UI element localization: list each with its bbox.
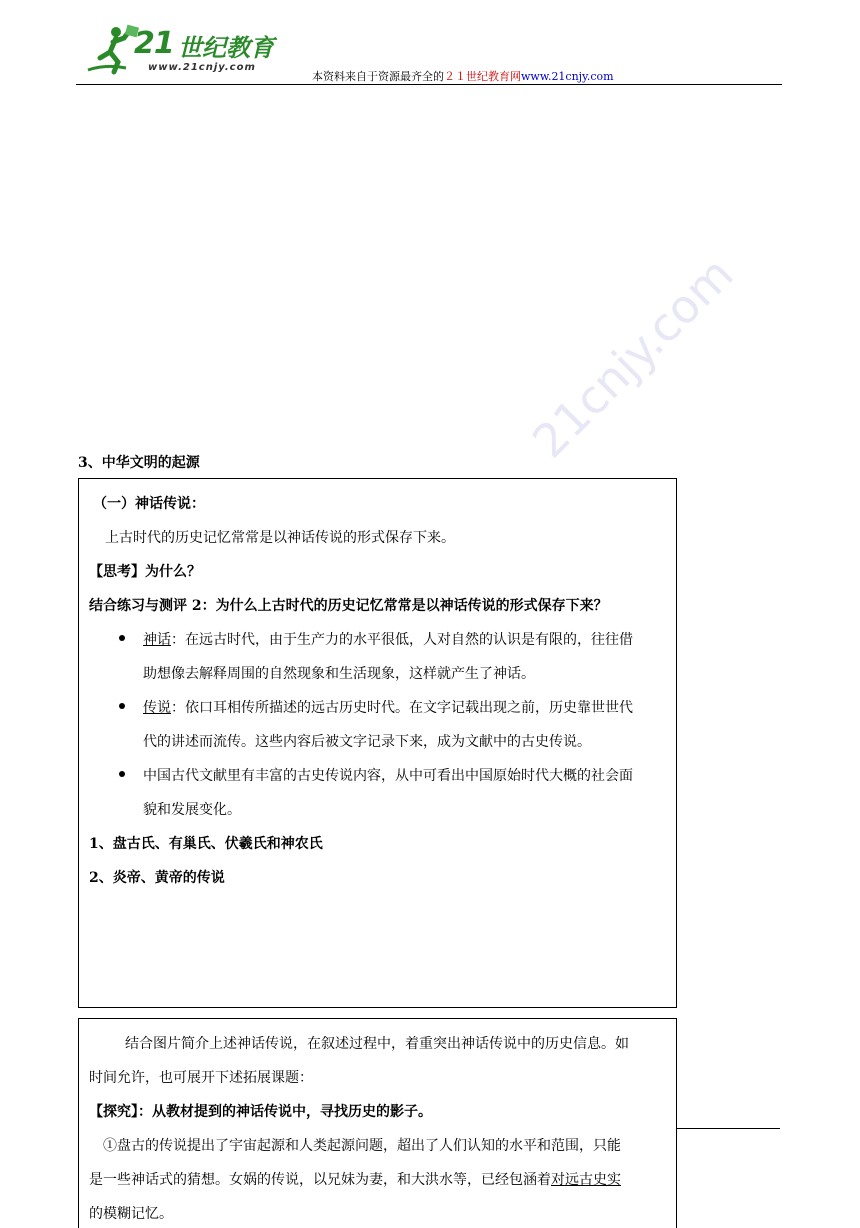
bullet-literature-line2: 貌和发展变化。 <box>143 802 241 818</box>
bullet-literature-line1: 中国古代文献里有丰富的古史传说内容，从中可看出中国原始时代大概的社会面 <box>143 768 633 784</box>
bullet-icon <box>119 771 125 777</box>
bullet-legend-line2: 代的讲述而流传。这些内容后被文字记录下来，成为文献中的古史传说。 <box>143 734 591 750</box>
section-title: 3、中华文明的起源 <box>78 455 200 471</box>
bullet-icon <box>119 703 125 709</box>
site-logo[interactable] <box>86 22 286 82</box>
exercise-question: 结合练习与测评 2：为什么上古时代的历史记忆常常是以神话传说的形式保存下来？ <box>89 598 608 614</box>
term-legend: 传说 <box>143 700 171 716</box>
logo-name: 世纪教育 <box>178 34 274 62</box>
tagline-url-link[interactable]: www.21cnjy.com <box>521 70 614 83</box>
page-header <box>76 22 782 85</box>
watermark: 21cnjy.com <box>522 246 744 469</box>
note-para2-line3: 的模糊记忆。 <box>89 1206 173 1222</box>
divider-line <box>677 1128 780 1129</box>
list-item-1: 1、盘古氏、有巢氏、伏羲氏和神农氏 <box>89 836 323 852</box>
note-para2-line1: ①盘古的传说提出了宇宙起源和人类起源问题，超出了人们认知的水平和范围，只能 <box>103 1138 621 1154</box>
note-para1-line2: 时间允许，也可展开下述拓展课题： <box>89 1070 313 1086</box>
underlined-phrase: 对远古史实 <box>551 1172 621 1188</box>
logo-number: 21 <box>134 26 174 61</box>
tagline-prefix: 本资料来自于资源最齐全的 <box>312 70 444 83</box>
bullet-myth-line2: 助想像去解释周围的自然现象和生活现象，这样就产生了神话。 <box>143 666 535 682</box>
tagline-brand[interactable]: ２１世纪教育网 <box>444 70 521 83</box>
bullet-myth-line1: 神话：在远古时代，由于生产力的水平很低，人对自然的认识是有限的，往往借 <box>143 632 633 648</box>
list-item-2: 2、炎帝、黄帝的传说 <box>89 870 225 886</box>
note-para1-line1: 结合图片简介上述神话传说，在叙述过程中，着重突出神话传说中的历史信息。如 <box>125 1036 629 1052</box>
intro-text: 上古时代的历史记忆常常是以神话传说的形式保存下来。 <box>105 530 455 546</box>
bullet-legend-line1: 传说：依口耳相传所描述的远古历史时代。在文字记载出现之前，历史靠世世代 <box>143 700 633 716</box>
teaching-note-box <box>78 1018 677 1228</box>
logo-url: www.21cnjy.com <box>148 62 256 73</box>
bullet-icon <box>119 635 125 641</box>
note-para2-line2: 是一些神话式的猜想。女娲的传说，以兄妹为妻，和大洪水等，已经包涵着对远古史实 <box>89 1172 621 1188</box>
box-heading: （一）神话传说： <box>93 496 205 512</box>
header-tagline <box>312 68 614 84</box>
term-myth: 神话 <box>143 632 171 648</box>
myth-legend-box <box>78 478 677 1008</box>
explore-prompt: 【探究】：从教材提到的神话传说中，寻找历史的影子。 <box>89 1104 432 1120</box>
think-prompt: 【思考】为什么？ <box>89 564 201 580</box>
